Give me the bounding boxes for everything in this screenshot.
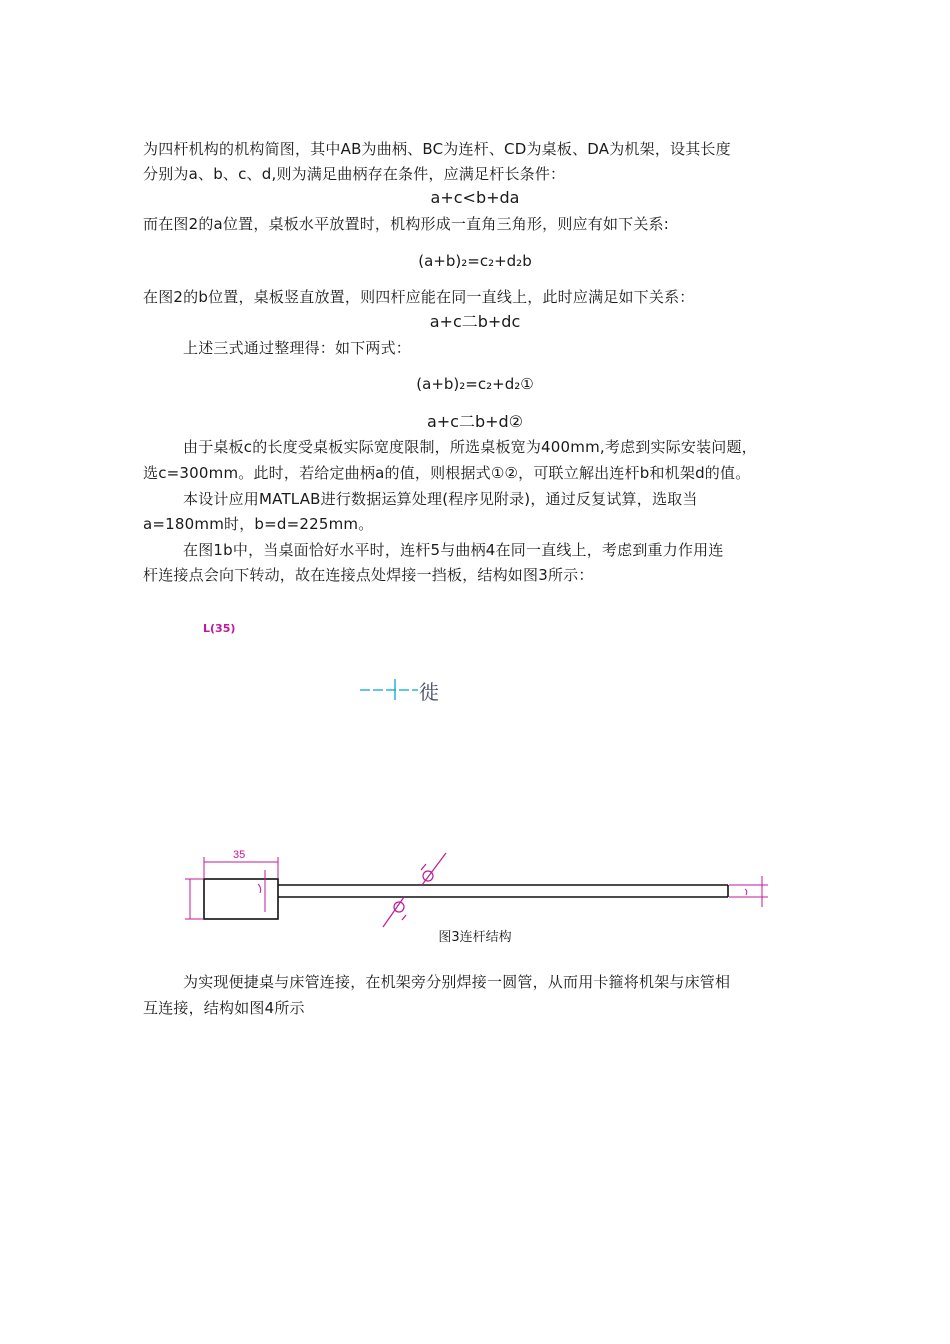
formula2: (a+b)₂=c₂+d₂b bbox=[418, 252, 532, 270]
formula3: a+c二b+dc bbox=[429, 312, 521, 331]
formula4: (a+b)₂=c₂+d₂① bbox=[416, 375, 534, 393]
paragraph3: 在图2的b位置，桌板竖直放置，则四杆应能在同一直线上，此时应满足如下关系： bbox=[143, 288, 695, 306]
figure3-caption: 图3连杆结构 bbox=[438, 930, 512, 945]
paragraph7-line1: 在图1b中，当桌面恰好水平时，连杆5与曲柄4在同一直线上，考虑到重力作用连 bbox=[183, 541, 724, 559]
paragraph5-line2: 选c=300mm。此时，若给定曲柄a的值，则根据式①②，可联立解出连杆b和机架d的值。 bbox=[143, 464, 751, 482]
formula1: a+c<b+da bbox=[430, 188, 520, 207]
figure3-stray-label: L(35) bbox=[203, 622, 236, 635]
paragraph7-line2: 杆连接点会向下转动，故在连接点处焊接一挡板，结构如图3所示： bbox=[143, 566, 594, 584]
paragraph1-line2: 分别为a、b、c、d,则为满足曲柄存在条件，应满足杆长条件： bbox=[143, 165, 566, 183]
paragraph6-line2: a=180mm时，b=d=225mm。 bbox=[143, 515, 374, 533]
paragraph8-line2: 互连接，结构如图4所示 bbox=[143, 999, 305, 1017]
figure3-stray-glyph: 徙 bbox=[419, 680, 439, 704]
dimension-label-35: 35 bbox=[233, 849, 246, 861]
formula5: a+c二b+d② bbox=[426, 412, 524, 431]
paragraph8-line1: 为实现便捷桌与床管连接，在机架旁分别焊接一圆管，从而用卡箍将机架与床管相 bbox=[183, 973, 731, 991]
rod bbox=[204, 879, 728, 919]
cyan-center-mark bbox=[360, 679, 418, 700]
paragraph6-line1: 本设计应用MATLAB进行数据运算处理(程序见附录)，通过反复试算，选取当 bbox=[183, 490, 698, 508]
paragraph2: 而在图2的a位置，桌板水平放置时，机构形成一直角三角形，则应有如下关系: bbox=[143, 215, 669, 233]
weld-symbol-bottom bbox=[383, 897, 406, 927]
paragraph5-line1: 由于桌板c的长度受桌板实际宽度限制，所选桌板宽为400mm,考虑到实际安装问题， bbox=[183, 438, 757, 456]
dimension-lines bbox=[185, 857, 768, 919]
paragraph4: 上述三式通过整理得：如下两式： bbox=[183, 339, 412, 357]
paragraph1-line1: 为四杆机构的机构简图，其中AB为曲柄、BC为连杆、CD为桌板、DA为机架，设其长度 bbox=[143, 140, 731, 158]
weld-symbol-top bbox=[421, 853, 446, 885]
